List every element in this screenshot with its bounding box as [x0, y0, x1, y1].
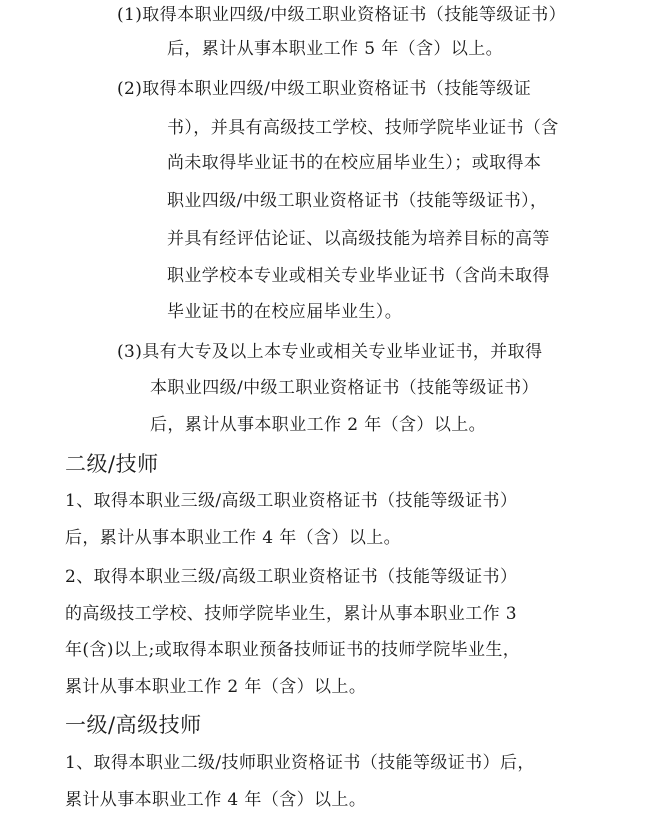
- text-line: 1、取得本职业二级/技师职业资格证书（技能等级证书）后，: [65, 753, 535, 773]
- text-line: 职业四级/中级工职业资格证书（技能等级证书），: [167, 191, 548, 211]
- text-line: 的高级技工学校、技师学院毕业生，累计从事本职业工作 3: [65, 604, 518, 624]
- text-line: 职业学校本专业或相关专业毕业证书（含尚未取得: [167, 266, 550, 286]
- text-line: 书），并具有高级技工学校、技师学院毕业证书（含: [167, 118, 559, 138]
- text-line: 后，累计从事本职业工作 5 年（含）以上。: [167, 39, 504, 59]
- text-line: 并具有经评估论证、以高级技能为培养目标的高等: [167, 229, 550, 249]
- text-line: (3)具有大专及以上本专业或相关专业毕业证书，并取得: [117, 342, 543, 362]
- text-line: (1)取得本职业四级/中级工职业资格证书（技能等级证书）: [117, 5, 567, 25]
- text-line: 尚未取得毕业证书的在校应届毕业生）；或取得本: [167, 153, 542, 173]
- text-line: 本职业四级/中级工职业资格证书（技能等级证书）: [150, 378, 539, 398]
- section-heading-level1: 一级/高级技师: [65, 713, 202, 737]
- text-line: 1、取得本职业三级/高级工职业资格证书（技能等级证书）: [65, 491, 518, 511]
- section-heading-level2: 二级/技师: [65, 452, 159, 476]
- text-line: 累计从事本职业工作 2 年（含）以上。: [65, 677, 367, 697]
- text-line: 后，累计从事本职业工作 2 年（含）以上。: [150, 415, 487, 435]
- text-line: 后，累计从事本职业工作 4 年（含）以上。: [65, 528, 402, 548]
- text-line: 年(含)以上;或取得本职业预备技师证书的技师学院毕业生，: [65, 640, 521, 660]
- text-line: 累计从事本职业工作 4 年（含）以上。: [65, 790, 367, 810]
- text-line: (2)取得本职业四级/中级工职业资格证书（技能等级证: [117, 79, 532, 99]
- text-line: 毕业证书的在校应届毕业生）。: [167, 302, 403, 322]
- text-line: 2、取得本职业三级/高级工职业资格证书（技能等级证书）: [65, 567, 518, 587]
